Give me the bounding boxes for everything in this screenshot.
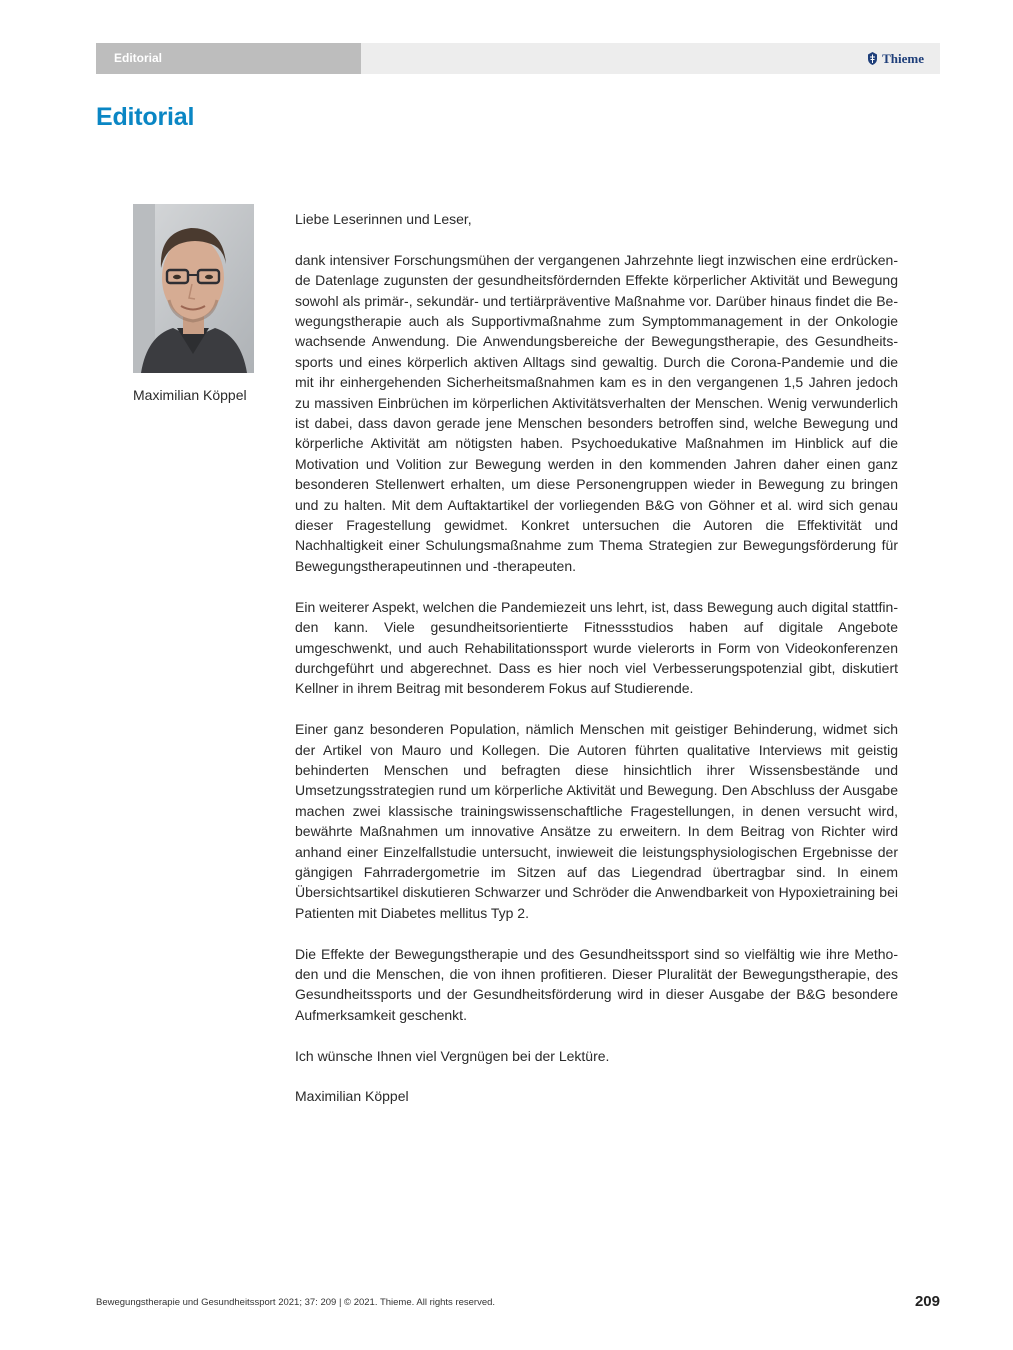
- thieme-emblem-icon: [867, 52, 878, 65]
- running-header: [96, 43, 940, 74]
- author-photo: [133, 204, 254, 373]
- page-number: 209: [914, 1293, 940, 1310]
- paragraph: dank intensiver Forschungsmühen der vergangenen Jahrzehnte liegt inzwischen eine erdrückende Datenlage zugunsten der gesundheitsfördernden Effekte körperlicher Aktivität und Bewegung sowohl als primär-, sekundär- und tertiärpräventive Maßnahme vor. Darüber hinaus findet die Bewegungstherapie auch als Supportivmaßnahme zum Symptommanagement in der Onkologie wachsende Anwendung. Die Anwendungsbereiche der Bewegungstherapie, des Gesundheitssports und eines körperlich aktiven Alltags sind gewaltig. Durch die Corona-Pandemie und die mit ihr einhergehenden Sicherheitsmaßnahmen kam es in den vergangenen 1,5 Jahren jedoch zu massiven Einbrüchen im körperlichen Aktivitätsverhalten der Menschen. Wenig verwunderlich ist dabei, dass davon gerade jene Menschen besonders betroffen sind, welche Bewegung und körperliche Aktivität am nötigsten haben. Psychoedukative Maßnahmen im Hinblick auf die Motivation und Volition zur Bewegung werden in den kommenden Jahren daher einen ganz besonderen Stellenwert erhalten, um diese Personengruppen wieder in Bewegung zu bringen und zu halten. Mit dem Auftaktartikel der vorliegenden B&G von Göhner et al. wird sich genau dieser Fragestellung gewidmet. Konkret untersuchen die Autoren die Effektivität und Nachhaltigkeit einer Schulungsmaßnahme zum Thema Strategien zur Bewegungsförderung für Bewegungstherapeutinnen und -therapeuten.: [295, 251, 898, 574]
- publisher-logo: [867, 43, 924, 74]
- section-label: Editorial: [96, 43, 361, 74]
- paragraph: Einer ganz besonderen Population, nämlich Menschen mit geistiger Behinderung, widmet sich der Artikel von Mauro und Kollegen. Die Autoren führten qualitative Interviews mit geistig behinderten Menschen und befragten diese hinsichtlich ihrer Wissensbestände und Umsetzungsstrategien rund um körperliche Aktivität und Bewegung. Den Abschluss der Ausgabe machen zwei klassische trainingswissenschaftliche Fragestellungen, in denen versucht wird, bewährte Maßnahmen um innovative Ansätze zu erweitern. In dem Beitrag von Richter wird anhand einer Einzelfallstudie untersucht, inwieweit die leistungsphysiologischen Ergebnisse der gängigen Fahrradergometrie im Sitzen auf das Liegendrad übertragbar sind. In einem Übersichtsartikel diskutieren Schwarzer und Schröder die Anwendbarkeit von Hypoxietraining bei Patienten mit Diabetes mellitus Typ 2.: [295, 721, 898, 921]
- article-body: [295, 209, 898, 1127]
- photo-caption: Maximilian Köppel: [133, 387, 247, 403]
- closing-line: Ich wünsche Ihnen viel Vergnügen bei der Lektüre.: [295, 1047, 610, 1064]
- publisher-name: Thieme: [882, 50, 924, 66]
- paragraph: Ein weiterer Aspekt, welchen die Pandemiezeit uns lehrt, ist, dass Bewegung auch digital stattfinden kann. Viele gesundheitsorientierte Fitnessstudios haben auf digitale Angebote umgeschwenkt, und auch Rehabilitationssport wurde vielerorts in Form von Videokonferenzen durchgeführt und abgerechnet. Dass es hier noch viel Verbesserungspotenzial gibt, diskutiert Kellner in ihrem Beitrag mit besonderem Fokus auf Studierende.: [295, 598, 898, 697]
- signature: Maximilian Köppel: [295, 1088, 409, 1105]
- page-title: Editorial: [96, 103, 195, 131]
- salutation: Liebe Leserinnen und Leser,: [295, 211, 472, 227]
- paragraph: Die Effekte der Bewegungstherapie und des Gesundheitssport sind so vielfältig wie ihre Methoden und die Menschen, die von ihnen profitieren. Dieser Pluralität der Bewegungstherapie, des Gesundheitssports und der Gesundheitsförderung wird in dieser Ausgabe der B&G besondere Aufmerksamkeit geschenkt.: [295, 945, 898, 1023]
- footer-citation: Bewegungstherapie und Gesundheitssport 2021; 37: 209 | © 2021. Thieme. All rights reserved.: [96, 1297, 496, 1308]
